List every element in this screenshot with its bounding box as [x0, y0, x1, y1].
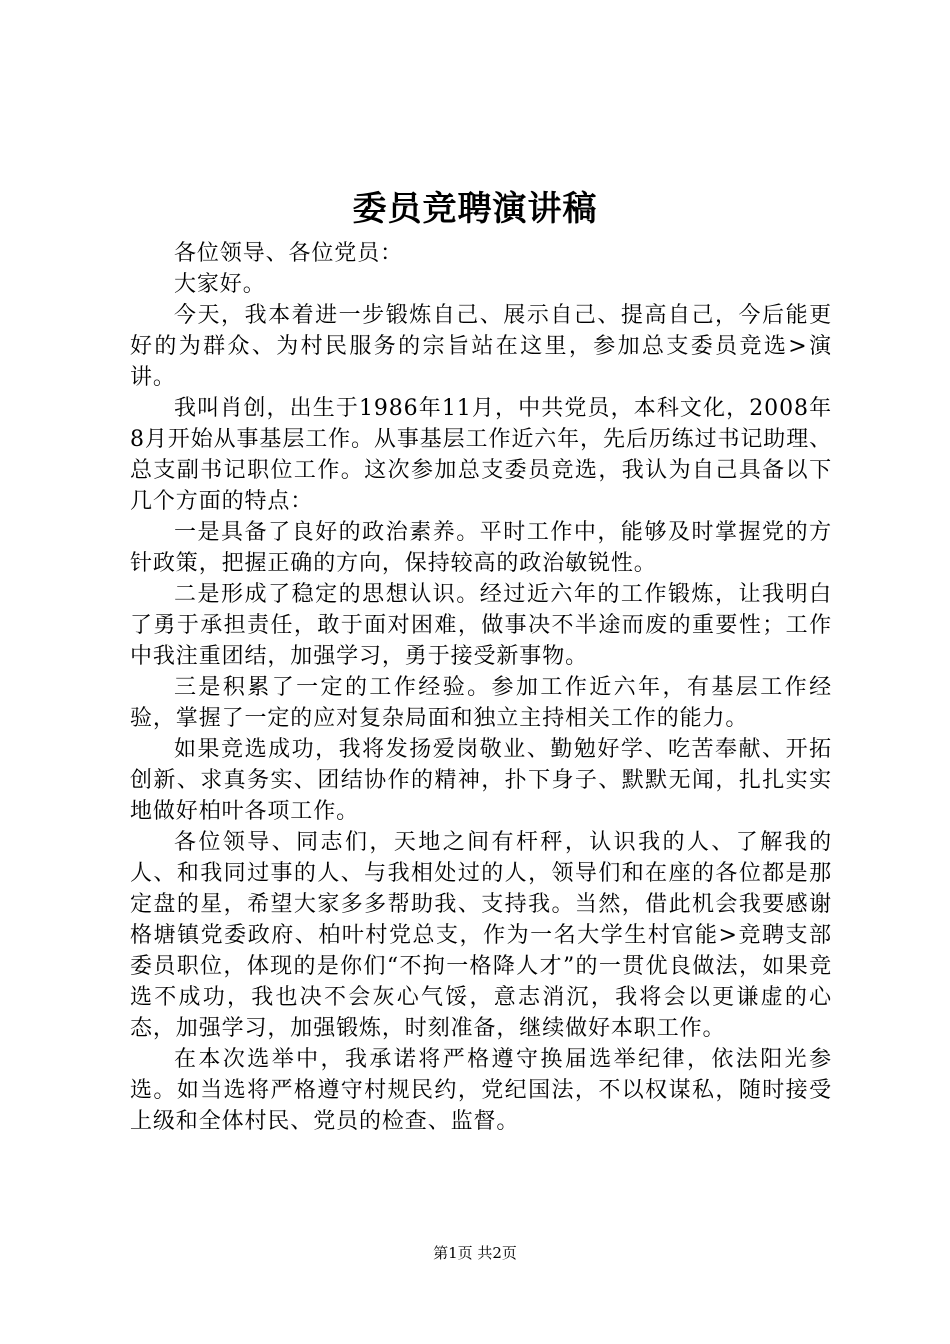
page-number-footer: 第1页 共2页 [433, 1244, 517, 1262]
paragraph-intro: 今天，我本着进一步锻炼自己、展示自己、提高自己，今后能更好的为群众、为村民服务的宗旨站在这里，参加总支委员竞选>演讲。 [130, 303, 832, 390]
paragraph-pledge: 在本次选举中，我承诺将严格遵守换届选举纪律，依法阳光参选。如当选将严格遵守村规民约，党纪国法，不以权谋私，随时接受上级和全体村民、党员的检查、监督。 [130, 1047, 832, 1134]
paragraph-point-two: 二是形成了稳定的思想认识。经过近六年的工作锻炼，让我明白了勇于承担责任，敢于面对困难，做事决不半途而废的重要性；工作中我注重团结，加强学习，勇于接受新事物。 [130, 582, 832, 669]
paragraph-point-three: 三是积累了一定的工作经验。参加工作近六年，有基层工作经验，掌握了一定的应对复杂局面和独立主持相关工作的能力。 [130, 675, 832, 731]
paragraph-greeting: 大家好。 [174, 272, 266, 297]
paragraph-point-one: 一是具备了良好的政治素养。平时工作中，能够及时掌握党的方针政策，把握正确的方向，保持较高的政治敏锐性。 [130, 520, 832, 576]
paragraph-self-introduction: 我叫肖创，出生于1986年11月，中共党员，本科文化，2008年8月开始从事基层工作。从事基层工作近六年，先后历练过书记助理、总支副书记职位工作。这次参加总支委员竞选，我认为自己具备以下几个方面的特点： [130, 396, 832, 514]
document-body [130, 238, 832, 1137]
paragraph-thanks: 各位领导、同志们，天地之间有杆秤，认识我的人、了解我的人、和我同过事的人、与我相处过的人，领导们和在座的各位都是那定盘的星，希望大家多多帮助我、支持我。当然，借此机会我要感谢格塘镇党委政府、柏叶村党总支，作为一名大学生村官能>竞聘支部委员职位，体现的是你们“不拘一格降人才”的一贯优良做法，如果竞选不成功，我也决不会灰心气馁，意志消沉，我将会以更谦虚的心态，加强学习，加强锻炼，时刻准备，继续做好本职工作。 [130, 830, 832, 1041]
paragraph-salutation: 各位领导、各位党员： [174, 241, 404, 266]
document-title: 委员竞聘演讲稿 [352, 189, 598, 229]
paragraph-commitment: 如果竞选成功，我将发扬爱岗敬业、勤勉好学、吃苦奉献、开拓创新、求真务实、团结协作的精神，扑下身子、默默无闻，扎扎实实地做好柏叶各项工作。 [130, 737, 832, 824]
